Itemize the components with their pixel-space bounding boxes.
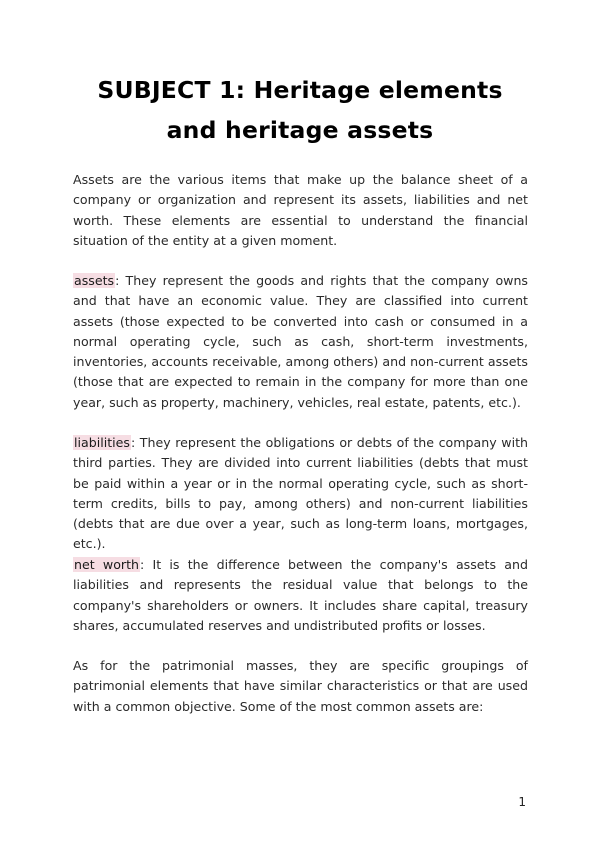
- liabilities-definition: : They represent the obligations or debts of the company with third parties. They are divided into current liabilities (debts that must be paid within a year or in the normal operating cycle, such as short-term credits, bills to pay, among others) and non-current liabilities (debts that are due over a year, such as long-term loans, mortgages, etc.).: [73, 435, 528, 552]
- assets-paragraph: [73, 271, 528, 413]
- title-line-1: SUBJECT 1: Heritage elements: [97, 76, 503, 104]
- assets-term-highlight: assets: [74, 273, 115, 288]
- networth-definition: : It is the difference between the company's assets and liabilities and represents the residual value that belongs to the company's shareholders or owners. It includes share capital, treasury shares, accumulated reserves and undistributed profits or losses.: [73, 557, 528, 633]
- liabilities-paragraph: [73, 433, 528, 555]
- masses-paragraph: As for the patrimonial masses, they are specific groupings of patrimonial elements that have similar characteristics or that are used with a common objective. Some of the most common assets are:: [73, 658, 528, 714]
- networth-term-highlight: net worth: [74, 557, 140, 572]
- assets-definition: : They represent the goods and rights that the company owns and that have an economic value. They are classified into current assets (those expected to be converted into cash or consumed in a normal operating cycle, such as cash, short-term investments, inventories, accounts receivable, among others) and non-current assets (those that are expected to remain in the company for more than one year, such as property, machinery, vehicles, real estate, patents, etc.).: [73, 273, 528, 410]
- liabilities-term-highlight: liabilities: [74, 435, 130, 450]
- page-title: [60, 70, 540, 150]
- title-line-2: and heritage assets: [166, 116, 434, 144]
- intro-paragraph: Assets are the various items that make up the balance sheet of a company or organization and represent its assets, liabilities and net worth. These elements are essential to understand the financial situation of the entity at a given moment.: [73, 172, 528, 248]
- page-number: 1: [518, 795, 526, 809]
- networth-paragraph: [73, 555, 528, 636]
